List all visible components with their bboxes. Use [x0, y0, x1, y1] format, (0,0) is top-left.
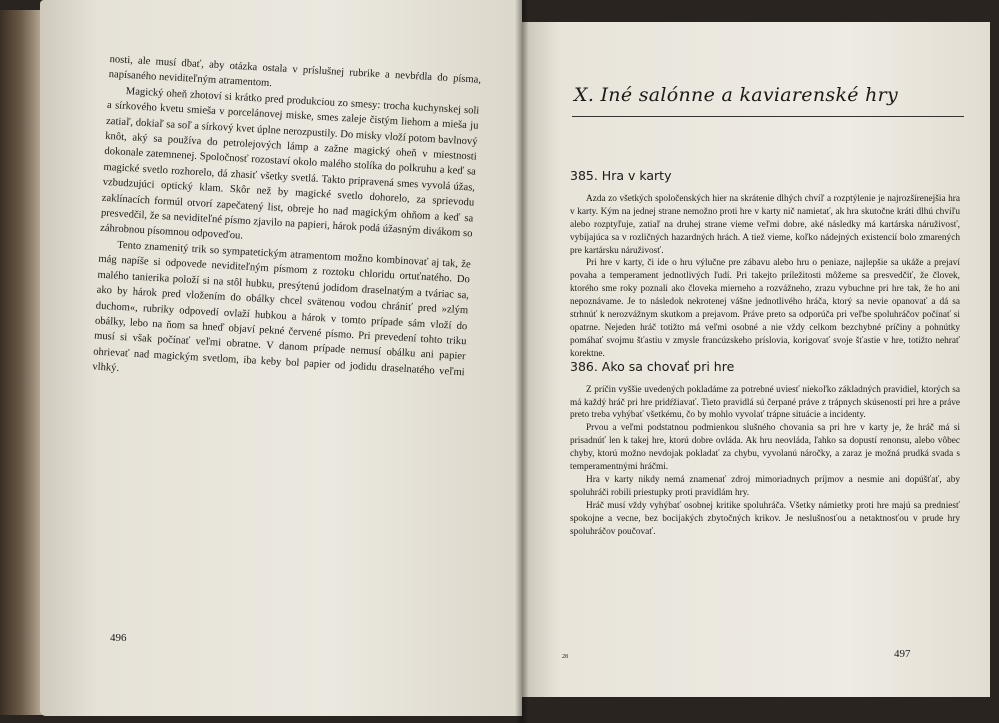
right-page-text — [570, 170, 960, 538]
left-page — [40, 0, 522, 716]
section-paragraph: Azda zo všetkých spoločenských hier na skrátenie dlhých chvíľ a rozptýlenie je najrozšírenejšia hra v karty. Kým na jednej strane nemožno proti hre v karty nič namietať, ak hra skutočne kráti dlhú chvíľu alebo rozptyľuje, zatiaľ na druhej strane vieme veľmi dobre, aké následky má kartárska náruživosť, vybíjajúca sa v rozličných hazardných hrách. A tiež vieme, koľko nádejných existencií bolo zmarených pre kartársku náruživosť. — [570, 193, 960, 256]
chapter-title: X. Iné salónne a kaviarenské hry — [574, 84, 899, 106]
left-paragraph: Magický oheň zhotoví si krátko pred produkciou zo smesy: trocha kuchynskej soli a sírkového kvetu smieša v porcelánovej miske, smes zaleje čistým liehom a mieša ju zatiaľ, dokiaľ sa soľ a sírkový kvet úplne nerozpustily. Do misky vloží potom bavlnový knôt, aký sa používa do petrolejových lámp a zažne magický oheň v miestnosti dokonale zatemnenej. Spoločnosť rozostaví okolo malého stolíka do polkruhu a keď sa magické svetlo rozhorelo, dá zhasiť všetky svetlá. Takto pripravená smes vyvolá úžas, vzbudzujúci optický klam. Skôr než by magické svetlo dohorelo, za sprievodu zaklínacích formúl otvorí zapečatený list, obreje ho nad magickým ohňom a keď sa presvedčil, že sa neviditeľné písmo zjavilo na papieri, hárok podá úžasným divákom so záhrobnou písomnou odpoveďou. — [99, 85, 480, 243]
section-heading: 386. Ako sa chovať pri hre — [570, 358, 735, 374]
left-paragraph: nosti, ale musí dbať, aby otázka ostala v príslušnej rubrike a nevbŕdla do písma, napísaného neviditeľným atramentom. — [108, 53, 482, 90]
left-page-text — [92, 52, 481, 396]
section-paragraph: Prvou a veľmi podstatnou podmienkou slušného chovania sa pri hre v karty je, že hráč má si prisadnúť len k takej hre, ktorú dobre ovláda. Ak hru neovláda, ľahko sa dopustí renonsu, alebo vôbec chyby, ktorú možno nevdojak pokladať za chybu, vyvolanú náročky, a zaraz je možná prudká svada s temperamentnými hráčmi. — [570, 423, 960, 473]
section-heading: 385. Hra v karty — [570, 168, 672, 183]
signature-mark: 28 — [562, 654, 568, 660]
book-gutter — [515, 0, 529, 723]
right-page — [522, 22, 990, 697]
section-paragraph: Z príčin vyššie uvedených pokladáme za potrebné uviesť niekoľko základných pravidiel, ktorých sa má každý hráč pri hre pridŕžiavať. Tieto pravidlá sú čerpané práve z trápnych skúseností pri hre a práve preto treba vyhýbať všetkému, čo by mohlo vyvolať trápne situácie a incidenty. — [570, 384, 960, 421]
chapter-rule — [572, 116, 964, 117]
section-paragraph: Hra v karty nikdy nemá znamenať zdroj mimoriadnych príjmov a nesmie ani dopúšťať, aby spoluhráči robili priestupky proti pravidlám hry. — [570, 474, 960, 498]
section-paragraph: Pri hre v karty, či ide o hru výlučne pre zábavu alebo hru o peniaze, najlepšie sa ukáže a prejaví povaha a temperament jednotlivých ľudí. Pri takejto príležitosti môžeme sa presvedčiť, že človek, ktorého sme roky poznali ako človeka mierneho a rozvážneho, zrazu vybuchne pri hre tak, že ho ani nepoznávame. Je to následok nekrotenej vášne jednotlivého hráča, ktorý sa nevie opanovať a dá sa strhnúť k nerozvážnym skutkom a prejavom. Práve preto sa odporúča pri veľbe spoluhráčov počínať si opatrne. Nejeden hráč totižto má veľmi osobné a nie vždy celkom bezchybné príčiny a pohnútky pomáhať svojmu šťastiu v zmysle francúzskeho príslovia, korigovať svoje šťastie v hre, totižto nehrať korektne. — [570, 258, 960, 359]
page-number-left: 496 — [110, 632, 127, 644]
left-paragraph: Tento znamenitý trik so sympatetickým atramentom možno kombinovať aj tak, že mág napíše si odpovede neviditeľným písmom z roztoku chloridu ortuťnatého. Do malého tanierika položí si na stôl hubku, presýtenú jodidom draselnatým a tváriac sa, ako by hárok pred vložením do obálky chcel svätenou vodou chrániť pred »zlým duchom«, rubriky odpovedí ovlaží hubkou a hárok v tomto prípade sám vloží do obálky, lebo na ňom sa hneď objaví pekné červené písmo. Pri prevedení tohto triku musí si však počínať veľmi obratne. V danom prípade nemusí obálku ani papier ohrievať nad magickým svetlom, iba keby bol papier od jodidu draselnatého veľmi vlhký. — [92, 239, 471, 379]
page-number-right: 497 — [894, 648, 911, 660]
section-paragraph: Hráč musí vždy vyhýbať osobnej kritike spoluhráča. Všetky námietky proti hre majú sa predniesť spokojne a vecne, bez bocijakých zbytočných krikov. Je neslušnosťou a netaktnosťou v prude hry spoluhráčov poučovať. — [570, 500, 960, 537]
